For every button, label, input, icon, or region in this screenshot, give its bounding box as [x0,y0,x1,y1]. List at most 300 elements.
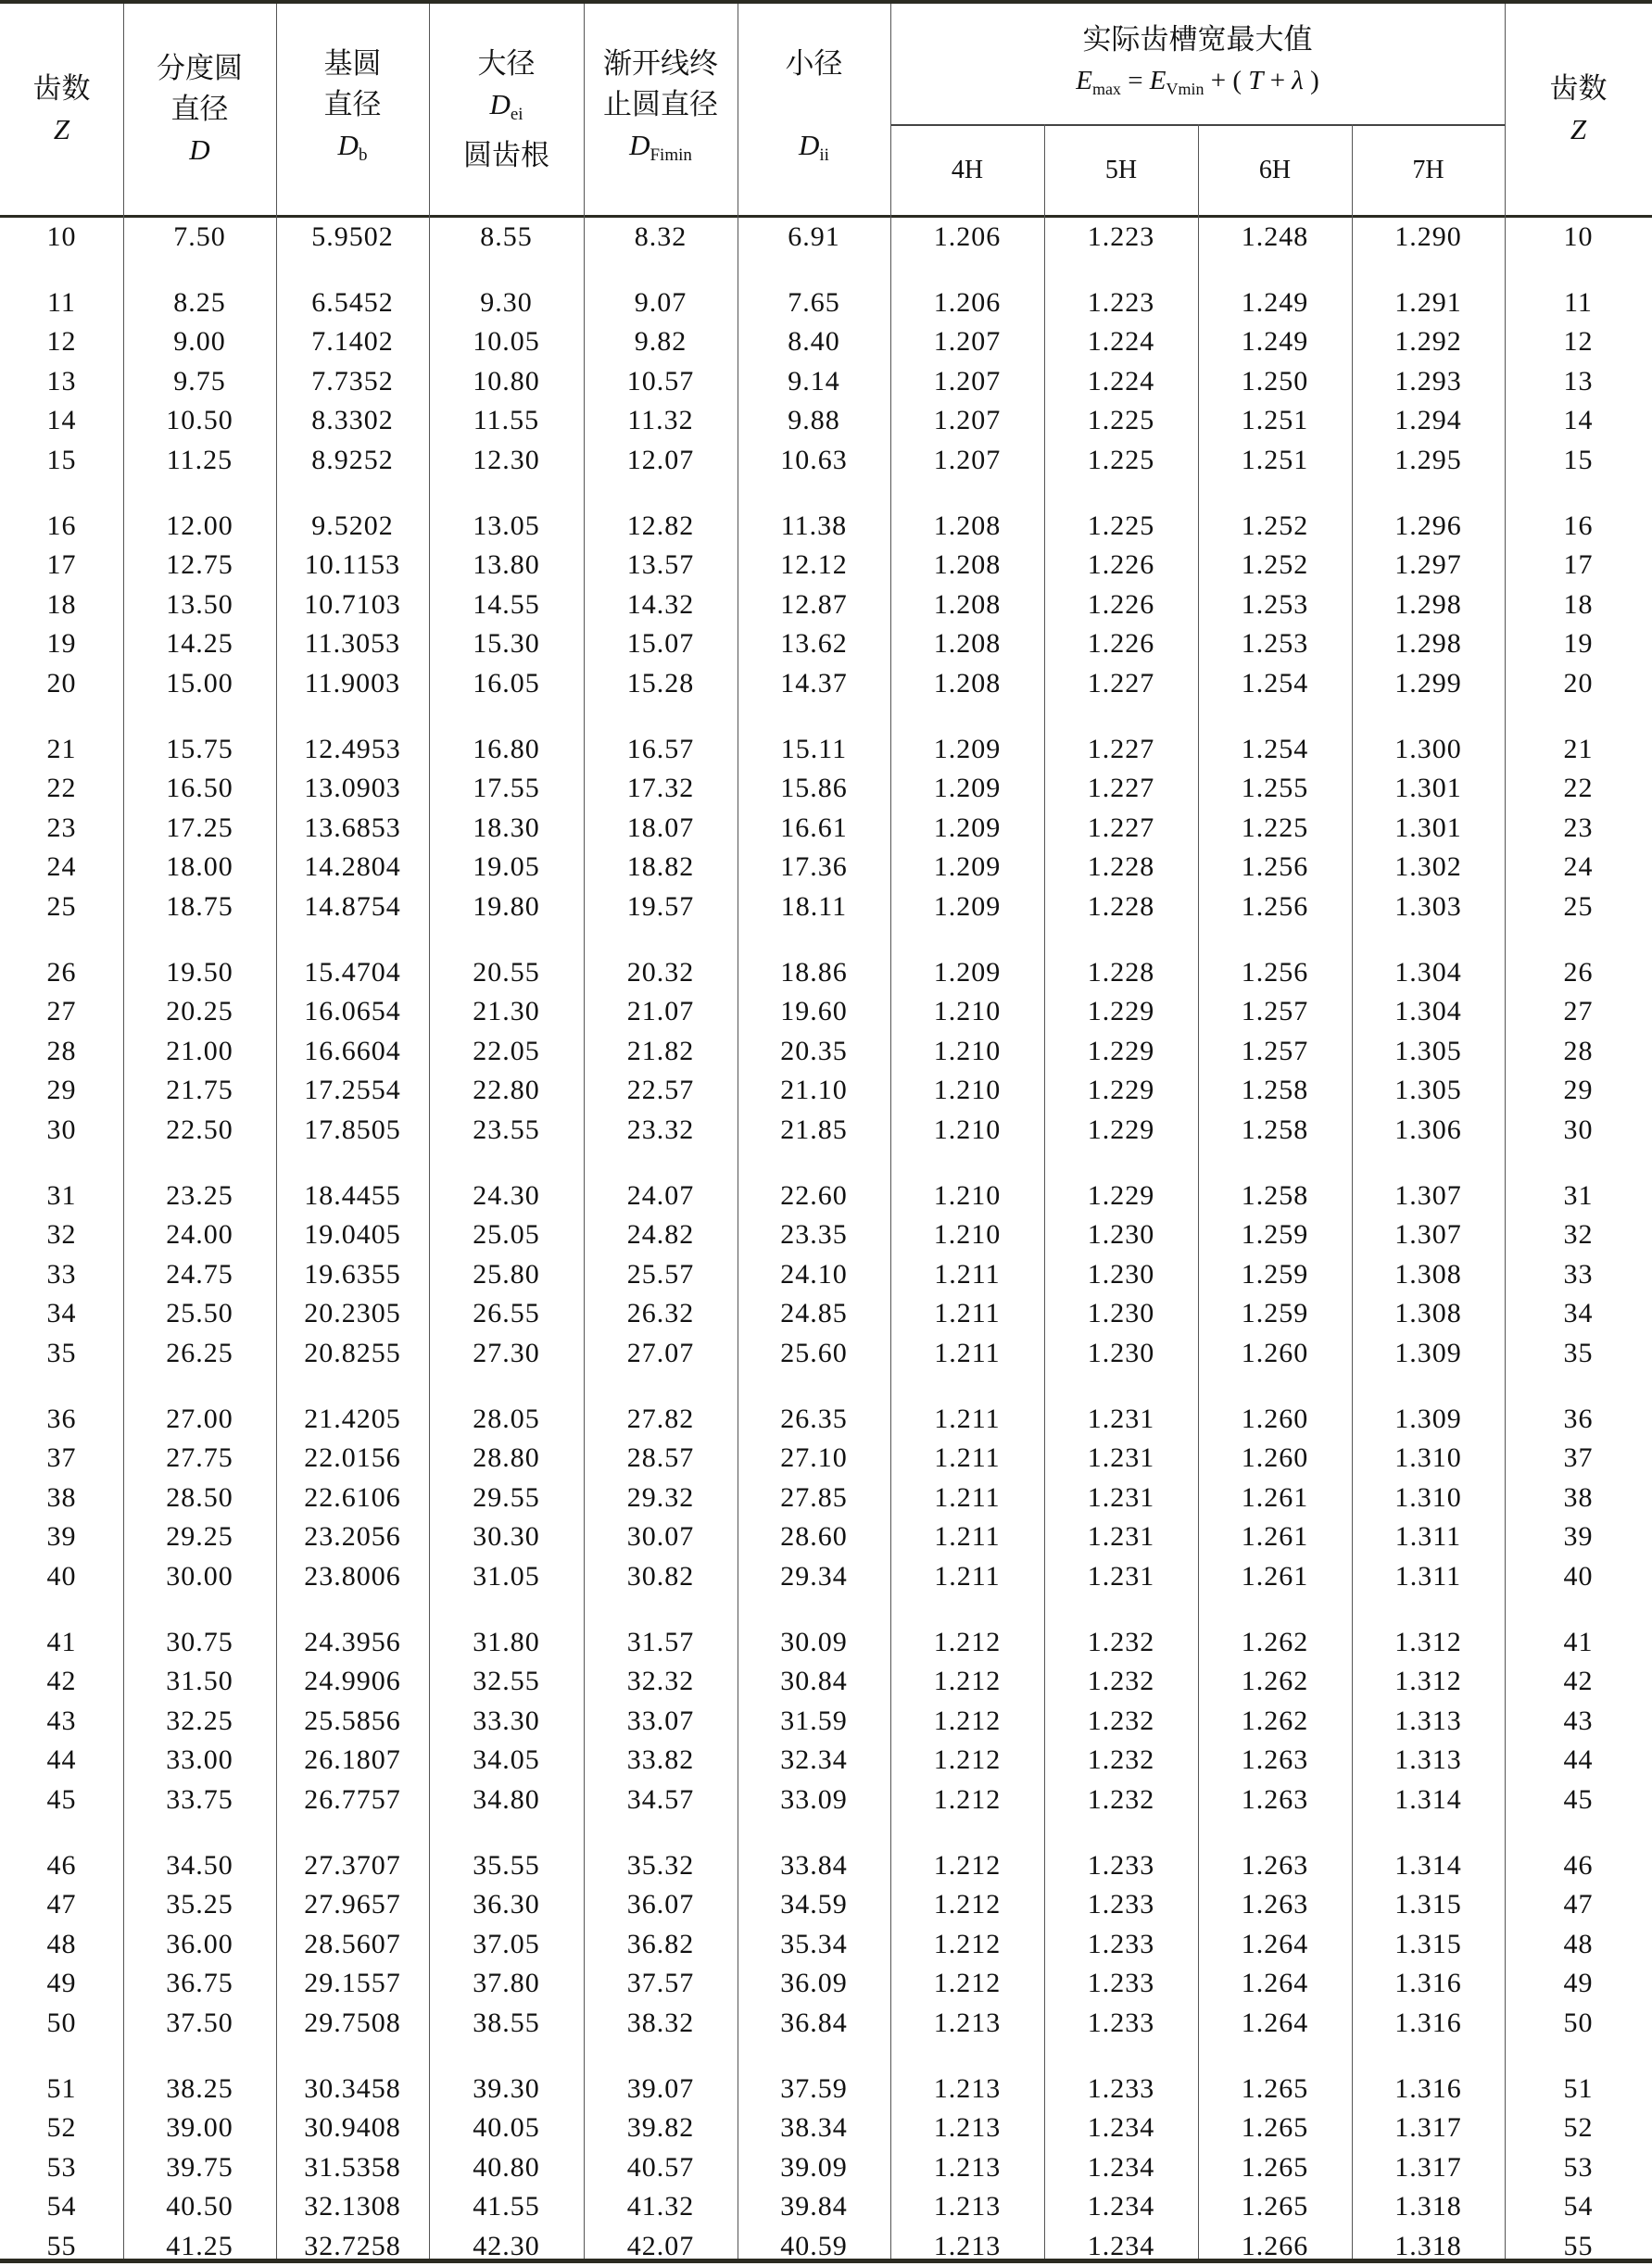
cell-base-dia: 32.1308 [304,2191,401,2222]
cell-teeth: 54 [46,2191,77,2222]
cell-emax-4h: 1.206 [933,221,1002,252]
cell-emax-7h: 1.301 [1394,773,1462,804]
cell-base-dia: 6.5452 [311,286,394,318]
cell-teeth: 17 [46,549,77,581]
cell-emax-4h: 1.211 [934,1561,1001,1592]
cell-minor-dia: 7.65 [788,286,840,318]
cell-form-dia: 22.57 [626,1075,695,1106]
cell-emax-5h: 1.226 [1087,549,1155,581]
cell-base-dia: 8.3302 [311,405,394,436]
cell-teeth: 18 [46,588,77,620]
cell-teeth: 50 [46,2008,77,2038]
cell-base-dia: 18.4455 [304,1179,401,1211]
cell-emax-7h: 1.300 [1394,733,1462,764]
cell-teeth-right: 39 [1563,1521,1594,1553]
cell-teeth-right: 10 [1563,221,1594,252]
cell-emax-5h: 1.233 [1087,1968,1155,1999]
cell-minor-dia: 18.86 [780,956,848,988]
cell-emax-4h: 1.213 [933,2072,1002,2104]
cell-teeth-right: 36 [1563,1403,1594,1434]
cell-emax-7h: 1.307 [1394,1219,1462,1251]
cell-teeth-right: 31 [1563,1179,1594,1211]
cell-emax-4h: 1.211 [934,1442,1001,1474]
cell-major-dia: 23.55 [473,1114,540,1145]
cell-form-dia: 42.07 [626,2231,695,2261]
cell-emax-4h: 1.210 [933,1179,1002,1211]
cell-emax-7h: 1.298 [1394,628,1462,660]
cell-major-dia: 16.80 [473,733,540,764]
cell-pitch-dia: 15.00 [166,668,233,699]
cell-teeth: 15 [46,445,77,475]
cell-form-dia: 34.57 [626,1784,695,1815]
cell-major-dia: 14.55 [473,588,540,620]
cell-emax-4h: 1.210 [933,1035,1002,1066]
cell-emax-5h: 1.224 [1087,326,1155,358]
cell-emax-7h: 1.309 [1394,1338,1462,1368]
cell-base-dia: 26.1807 [304,1744,401,1776]
cell-form-dia: 26.32 [626,1298,695,1329]
cell-form-dia: 31.57 [626,1626,695,1657]
cell-teeth: 52 [46,2112,77,2144]
cell-emax-4h: 1.210 [933,1075,1002,1106]
cell-pitch-dia: 18.75 [166,891,233,922]
cell-emax-6h: 1.256 [1241,956,1309,988]
cell-teeth-right: 15 [1563,445,1594,475]
formula-lhs-sub: max [1091,79,1121,98]
cell-pitch-dia: 39.00 [166,2112,233,2144]
cell-teeth-right: 49 [1563,1968,1594,1999]
cell-base-dia: 29.7508 [304,2008,401,2038]
cell-emax-6h: 1.250 [1241,365,1309,397]
cell-minor-dia: 24.85 [780,1298,848,1329]
cell-emax-4h: 1.211 [934,1338,1001,1368]
cell-major-dia: 25.05 [473,1219,540,1251]
cell-base-dia: 17.8505 [304,1114,401,1145]
cell-minor-dia: 21.85 [780,1114,848,1145]
cell-emax-4h: 1.208 [933,628,1002,660]
cell-emax-5h: 1.227 [1087,773,1155,804]
cell-teeth: 35 [46,1338,77,1368]
cell-teeth: 24 [46,851,77,883]
cell-emax-6h: 1.254 [1241,668,1309,699]
header-form-symbol [629,125,692,176]
cell-form-dia: 28.57 [626,1442,695,1474]
cell-teeth: 33 [46,1258,77,1290]
cell-emax-5h: 1.225 [1087,445,1155,475]
cell-pitch-dia: 31.50 [166,1666,233,1697]
formula-lhs: E [1076,65,1092,95]
cell-pitch-dia: 24.75 [166,1258,233,1290]
cell-major-dia: 25.80 [473,1258,540,1290]
cell-minor-dia: 38.34 [780,2112,848,2144]
cell-emax-5h: 1.233 [1087,1849,1155,1881]
cell-minor-dia: 16.61 [780,812,848,843]
cell-emax-7h: 1.305 [1394,1035,1462,1066]
cell-major-dia: 22.80 [473,1075,540,1106]
cell-emax-4h: 1.212 [933,1744,1002,1776]
subcol-label: 6H [1258,156,1292,184]
formula-eq: = [1120,65,1150,95]
cell-emax-5h: 1.227 [1087,812,1155,843]
cell-form-dia: 23.32 [626,1114,695,1145]
cell-minor-dia: 36.84 [780,2008,848,2038]
cell-major-dia: 24.30 [473,1179,540,1211]
cell-teeth-right: 41 [1563,1626,1594,1657]
cell-teeth-right: 21 [1563,733,1594,764]
cell-emax-7h: 1.302 [1394,851,1462,883]
cell-base-dia: 14.8754 [304,891,401,922]
cell-major-dia: 22.05 [473,1035,540,1066]
header-space-width-group [890,4,1505,124]
cell-minor-dia: 12.12 [780,549,848,581]
cell-form-dia: 40.57 [626,2151,695,2183]
cell-base-dia: 20.8255 [304,1338,401,1368]
cell-teeth-right: 33 [1563,1258,1594,1290]
cell-major-dia: 13.80 [473,549,540,581]
cell-pitch-dia: 32.25 [166,1705,233,1736]
cell-minor-dia: 32.34 [780,1744,848,1776]
cell-teeth-right: 12 [1563,326,1594,358]
cell-emax-6h: 1.263 [1241,1889,1309,1920]
cell-form-dia: 38.32 [626,2008,695,2038]
cell-teeth-right: 27 [1563,996,1594,1027]
cell-base-dia: 15.4704 [304,956,401,988]
cell-minor-dia: 27.85 [780,1481,848,1513]
cell-major-dia: 41.55 [473,2191,540,2222]
cell-pitch-dia: 12.75 [166,549,233,581]
formula-plus: + [1263,65,1293,95]
header-form-line1: 渐开线终 [603,46,718,80]
cell-form-dia: 19.57 [626,891,695,922]
cell-base-dia: 8.9252 [311,445,394,475]
cell-pitch-dia: 20.25 [166,996,233,1027]
cell-emax-4h: 1.211 [934,1258,1001,1290]
cell-teeth: 44 [46,1744,77,1776]
cell-form-dia: 33.07 [626,1705,695,1736]
header-teeth-count-right [1505,4,1652,215]
cell-emax-6h: 1.261 [1241,1521,1309,1553]
cell-emax-5h: 1.231 [1087,1561,1155,1592]
cell-form-dia: 25.57 [626,1258,695,1290]
cell-emax-7h: 1.293 [1394,365,1462,397]
cell-teeth: 37 [46,1442,77,1474]
cell-emax-6h: 1.251 [1241,405,1309,436]
cell-emax-4h: 1.209 [933,891,1002,922]
cell-emax-6h: 1.263 [1241,1784,1309,1815]
header-base-diameter [276,4,429,215]
cell-base-dia: 29.1557 [304,1968,401,1999]
cell-emax-7h: 1.314 [1394,1849,1462,1881]
header-form-diameter [584,4,738,215]
cell-teeth: 51 [46,2072,77,2104]
cell-teeth: 29 [46,1075,77,1106]
cell-pitch-dia: 37.50 [166,2008,233,2038]
header-base-symbol-main: D [337,128,359,161]
cell-emax-6h: 1.261 [1241,1481,1309,1513]
cell-base-dia: 26.7757 [304,1784,401,1815]
cell-emax-4h: 1.210 [933,1114,1002,1145]
cell-emax-6h: 1.259 [1241,1298,1309,1329]
cell-emax-7h: 1.304 [1394,996,1462,1027]
cell-pitch-dia: 21.00 [166,1035,233,1066]
cell-teeth-right: 54 [1563,2191,1594,2222]
cell-form-dia: 17.32 [626,773,695,804]
cell-major-dia: 28.80 [473,1442,540,1474]
cell-pitch-dia: 36.00 [166,1928,233,1959]
cell-pitch-dia: 11.25 [166,445,233,475]
formula-open: + ( [1204,65,1249,95]
cell-major-dia: 34.80 [473,1784,540,1815]
cell-emax-4h: 1.213 [933,2112,1002,2144]
cell-emax-6h: 1.254 [1241,733,1309,764]
cell-emax-7h: 1.317 [1394,2112,1462,2144]
cell-minor-dia: 29.34 [780,1561,848,1592]
cell-emax-5h: 1.229 [1087,1114,1155,1145]
cell-teeth-right: 19 [1563,628,1594,660]
cell-emax-7h: 1.317 [1394,2151,1462,2183]
cell-emax-7h: 1.299 [1394,668,1462,699]
cell-form-dia: 24.07 [626,1179,695,1211]
cell-emax-7h: 1.295 [1394,445,1462,475]
cell-emax-7h: 1.315 [1394,1928,1462,1959]
header-minor-symbol-main: D [799,128,820,161]
cell-emax-4h: 1.209 [933,812,1002,843]
cell-emax-7h: 1.303 [1394,891,1462,922]
cell-teeth-right: 40 [1563,1561,1594,1592]
cell-emax-5h: 1.230 [1087,1219,1155,1251]
cell-emax-7h: 1.310 [1394,1481,1462,1513]
cell-emax-5h: 1.232 [1087,1666,1155,1697]
cell-form-dia: 30.07 [626,1521,695,1553]
cell-minor-dia: 25.60 [780,1338,848,1368]
cell-emax-5h: 1.226 [1087,588,1155,620]
cell-form-dia: 32.32 [626,1666,695,1697]
cell-pitch-dia: 26.25 [166,1338,233,1368]
cell-major-dia: 30.30 [473,1521,540,1553]
header-teeth-symbol: Z [53,113,70,145]
cell-emax-6h: 1.261 [1241,1561,1309,1592]
cell-form-dia: 15.07 [626,628,695,660]
cell-major-dia: 40.80 [473,2151,540,2183]
cell-emax-4h: 1.209 [933,773,1002,804]
cell-form-dia: 36.07 [626,1889,695,1920]
cell-base-dia: 27.3707 [304,1849,401,1881]
cell-emax-5h: 1.228 [1087,956,1155,988]
header-base-line2: 直径 [323,87,382,120]
cell-emax-7h: 1.297 [1394,549,1462,581]
cell-minor-dia: 28.60 [780,1521,848,1553]
cell-emax-6h: 1.259 [1241,1219,1309,1251]
cell-teeth: 20 [46,668,77,699]
cell-emax-6h: 1.225 [1241,812,1309,843]
cell-emax-4h: 1.209 [933,733,1002,764]
cell-teeth-right: 43 [1563,1705,1594,1736]
cell-form-dia: 29.32 [626,1481,695,1513]
cell-form-dia: 27.82 [626,1403,695,1434]
cell-emax-5h: 1.228 [1087,851,1155,883]
cell-teeth: 47 [46,1889,77,1920]
cell-major-dia: 12.30 [473,445,540,475]
cell-emax-4h: 1.213 [933,2191,1002,2222]
cell-major-dia: 35.55 [473,1849,540,1881]
cell-major-dia: 21.30 [473,996,540,1027]
cell-form-dia: 24.82 [626,1219,695,1251]
cell-emax-4h: 1.212 [933,1889,1002,1920]
cell-teeth-right: 25 [1563,891,1594,922]
cell-minor-dia: 17.36 [780,851,848,883]
cell-major-dia: 11.55 [473,405,540,436]
cell-form-dia: 14.32 [626,588,695,620]
cell-base-dia: 24.9906 [304,1666,401,1697]
cell-major-dia: 19.80 [473,891,540,922]
cell-teeth: 11 [47,286,76,318]
cell-form-dia: 11.32 [627,405,694,436]
cell-minor-dia: 40.59 [780,2231,848,2261]
cell-major-dia: 28.05 [473,1403,540,1434]
cell-base-dia: 10.1153 [304,549,401,581]
cell-teeth: 26 [46,956,77,988]
cell-base-dia: 16.0654 [304,996,401,1027]
header-major-symbol-main: D [489,87,511,120]
header-major-symbol-sub: ei [510,104,523,124]
cell-major-dia: 37.80 [473,1968,540,1999]
cell-form-dia: 21.07 [626,996,695,1027]
cell-base-dia: 5.9502 [311,221,394,252]
cell-emax-4h: 1.211 [934,1403,1001,1434]
cell-teeth: 53 [46,2151,77,2183]
cell-minor-dia: 30.09 [780,1626,848,1657]
cell-emax-4h: 1.208 [933,510,1002,541]
cell-emax-7h: 1.305 [1394,1075,1462,1106]
cell-emax-5h: 1.233 [1087,2072,1155,2104]
header-major-line1: 大径 [477,46,536,80]
cell-base-dia: 28.5607 [304,1928,401,1959]
cell-emax-6h: 1.264 [1241,2008,1309,2038]
cell-base-dia: 7.7352 [311,365,394,397]
cell-pitch-dia: 15.75 [166,733,233,764]
cell-base-dia: 30.3458 [304,2072,401,2104]
header-pitch-diameter [123,4,276,215]
cell-emax-4h: 1.209 [933,851,1002,883]
cell-teeth-right: 45 [1563,1784,1594,1815]
cell-minor-dia: 22.60 [780,1179,848,1211]
cell-emax-4h: 1.208 [933,588,1002,620]
cell-pitch-dia: 13.50 [166,588,233,620]
cell-base-dia: 13.6853 [304,812,401,843]
cell-emax-6h: 1.265 [1241,2151,1309,2183]
cell-emax-4h: 1.209 [933,956,1002,988]
cell-form-dia: 27.07 [626,1338,695,1368]
cell-teeth-right: 29 [1563,1075,1594,1106]
cell-pitch-dia: 9.75 [173,365,226,397]
cell-minor-dia: 33.84 [780,1849,848,1881]
cell-minor-dia: 20.35 [780,1035,848,1066]
cell-teeth: 36 [46,1403,77,1434]
cell-major-dia: 13.05 [473,510,540,541]
cell-emax-5h: 1.226 [1087,628,1155,660]
cell-base-dia: 21.4205 [304,1403,401,1434]
cell-emax-5h: 1.233 [1087,2008,1155,2038]
cell-emax-6h: 1.260 [1241,1403,1309,1434]
cell-emax-4h: 1.207 [933,445,1002,475]
cell-base-dia: 27.9657 [304,1889,401,1920]
cell-emax-4h: 1.213 [933,2008,1002,2038]
cell-base-dia: 19.6355 [304,1258,401,1290]
cell-pitch-dia: 14.25 [166,628,233,660]
cell-emax-5h: 1.234 [1087,2112,1155,2144]
cell-pitch-dia: 16.50 [166,773,233,804]
cell-minor-dia: 36.09 [780,1968,848,1999]
cell-major-dia: 34.05 [473,1744,540,1776]
cell-pitch-dia: 19.50 [166,956,233,988]
cell-emax-7h: 1.291 [1394,286,1462,318]
cell-base-dia: 30.9408 [304,2112,401,2144]
cell-emax-5h: 1.230 [1087,1258,1155,1290]
cell-emax-4h: 1.212 [933,1705,1002,1736]
cell-base-dia: 25.5856 [304,1705,401,1736]
cell-emax-6h: 1.256 [1241,851,1309,883]
cell-form-dia: 10.57 [626,365,695,397]
cell-teeth-right: 50 [1563,2008,1594,2038]
cell-emax-4h: 1.211 [934,1521,1001,1553]
cell-pitch-dia: 25.50 [166,1298,233,1329]
cell-minor-dia: 10.63 [780,445,848,475]
cell-pitch-dia: 8.25 [173,286,226,318]
cell-teeth: 49 [46,1968,77,1999]
cell-teeth: 25 [46,891,77,922]
cell-emax-4h: 1.213 [933,2231,1002,2261]
cell-emax-4h: 1.211 [934,1298,1001,1329]
header-form-symbol-sub: Fimin [649,145,692,165]
cell-form-dia: 13.57 [626,549,695,581]
cell-minor-dia: 30.84 [780,1666,848,1697]
cell-base-dia: 20.2305 [304,1298,401,1329]
cell-base-dia: 22.0156 [304,1442,401,1474]
cell-major-dia: 39.30 [473,2072,540,2104]
cell-base-dia: 24.3956 [304,1626,401,1657]
cell-form-dia: 30.82 [626,1561,695,1592]
cell-teeth-right: 14 [1563,405,1594,436]
cell-minor-dia: 24.10 [780,1258,848,1290]
header-form-symbol-main: D [629,128,650,161]
cell-form-dia: 12.07 [626,445,695,475]
cell-emax-7h: 1.304 [1394,956,1462,988]
cell-emax-5h: 1.229 [1087,1075,1155,1106]
cell-minor-dia: 9.14 [788,365,840,397]
cell-major-dia: 38.55 [473,2008,540,2038]
cell-base-dia: 11.3053 [304,628,401,660]
cell-base-dia: 22.6106 [304,1481,401,1513]
cell-emax-7h: 1.316 [1394,2008,1462,2038]
formula-rhs-sub: Vmin [1166,79,1204,98]
cell-emax-6h: 1.252 [1241,510,1309,541]
cell-major-dia: 40.05 [473,2112,540,2144]
cell-emax-6h: 1.248 [1241,221,1309,252]
cell-minor-dia: 27.10 [780,1442,848,1474]
header-group-formula [1076,60,1319,109]
cell-emax-6h: 1.252 [1241,549,1309,581]
cell-major-dia: 9.30 [480,286,533,318]
cell-base-dia: 19.0405 [304,1219,401,1251]
cell-emax-6h: 1.265 [1241,2072,1309,2104]
cell-emax-5h: 1.232 [1087,1784,1155,1815]
cell-emax-5h: 1.232 [1087,1744,1155,1776]
cell-pitch-dia: 30.00 [166,1561,233,1592]
cell-teeth-right: 26 [1563,956,1594,988]
cell-major-dia: 18.30 [473,812,540,843]
cell-emax-4h: 1.207 [933,405,1002,436]
cell-major-dia: 20.55 [473,956,540,988]
